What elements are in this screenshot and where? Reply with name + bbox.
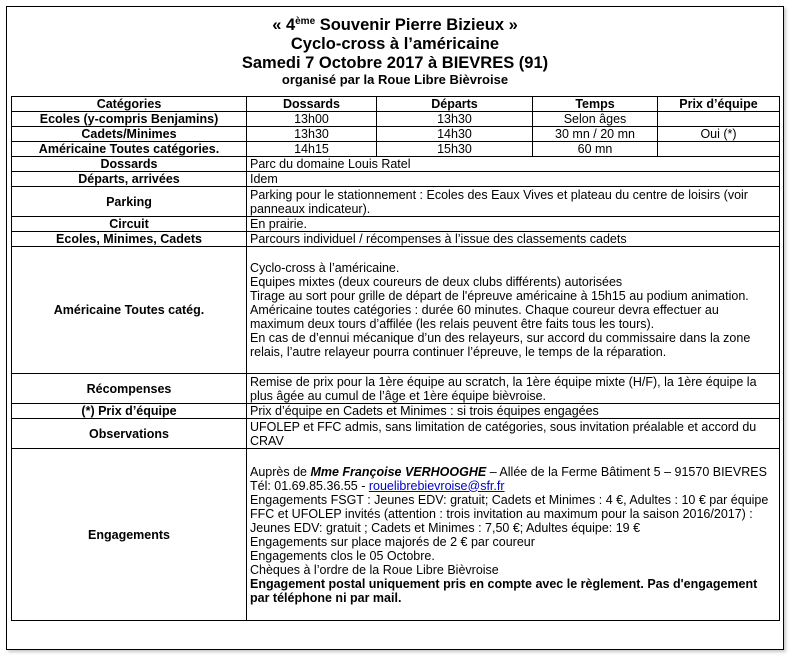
engagement-line: Engagements FSGT : Jeunes EDV: gratuit; Cadets et Minimes : 4 €, Adultes : 10 € par équipe xyxy=(250,492,769,507)
temps-cell: 60 mn xyxy=(533,142,658,157)
engagement-line: Engagements clos le 05 Octobre. xyxy=(250,548,435,563)
info-value: Parking pour le stationnement : Ecoles des Eaux Vives et plateau du centre de loisirs (voir panneaux indicateur). xyxy=(247,187,780,217)
engagement-line: Chèques à l’ordre de la Roue Libre Bièvroise xyxy=(250,562,499,577)
col-header: Catégories xyxy=(12,97,247,112)
schedule-row xyxy=(12,127,780,142)
info-label: Ecoles, Minimes, Cadets xyxy=(12,232,247,247)
info-value: UFOLEP et FFC admis, sans limitation de catégories, sous invitation préalable et accord du CRAV xyxy=(247,419,780,449)
info-value: En prairie. xyxy=(247,217,780,232)
category-cell: Ecoles (y-compris Benjamins) xyxy=(12,112,247,127)
temps-cell: Selon âges xyxy=(533,112,658,127)
departs-cell: 13h30 xyxy=(377,112,533,127)
col-header: Temps xyxy=(533,97,658,112)
rule-line: En cas de d’ennui mécanique d’un des relayeurs, sur accord du commissaire dans la zone relais, l’autre relayeur pourra continuer l’épreuve, le temps de la réparation. xyxy=(250,331,751,359)
info-table xyxy=(11,96,780,621)
info-row-dossards xyxy=(12,157,780,172)
info-label: Récompenses xyxy=(12,374,247,404)
info-row-americaine xyxy=(12,247,780,374)
info-label: Observations xyxy=(12,419,247,449)
rule-line: Américaine toutes catégories : durée 60 minutes. Chaque coureur devra effectuer au maximum deux tours d’affilée (les relais peuvent être faits tous les tours). xyxy=(250,303,719,331)
info-row-observations xyxy=(12,419,780,449)
event-organizer: organisé par la Roue Libre Bièvroise xyxy=(281,72,509,87)
rule-line: Tirage au sort pour grille de départ de l'épreuve américaine à 15h15 au podium animation. xyxy=(250,289,749,303)
info-value: Parcours individuel / récompenses à l’issue des classements cadets xyxy=(247,232,780,247)
info-value xyxy=(247,247,780,374)
schedule-row xyxy=(12,112,780,127)
event-subtitle: Cyclo-cross à l’américaine xyxy=(290,35,500,53)
info-value xyxy=(247,449,780,621)
category-cell: Cadets/Minimes xyxy=(12,127,247,142)
info-label: Départs, arrivées xyxy=(12,172,247,187)
info-label: Parking xyxy=(12,187,247,217)
schedule-header-row xyxy=(12,97,780,112)
info-row-engagements xyxy=(12,449,780,621)
info-value: Idem xyxy=(247,172,780,187)
col-header: Départs xyxy=(377,97,533,112)
prix-cell xyxy=(658,142,780,157)
flyer-page xyxy=(6,6,784,650)
dossards-cell: 14h15 xyxy=(247,142,377,157)
info-row-circuit xyxy=(12,217,780,232)
info-row-ecoles xyxy=(12,232,780,247)
info-row-prix xyxy=(12,404,780,419)
rule-line: Equipes mixtes (deux coureurs de deux clubs différents) autorisées xyxy=(250,275,623,289)
col-header: Dossards xyxy=(247,97,377,112)
info-label: Dossards xyxy=(12,157,247,172)
col-header: Prix d’équipe xyxy=(658,97,780,112)
info-label: (*) Prix d’équipe xyxy=(12,404,247,419)
departs-cell: 14h30 xyxy=(377,127,533,142)
info-label: Engagements xyxy=(12,449,247,621)
category-cell: Américaine Toutes catégories. xyxy=(12,142,247,157)
dossards-cell: 13h00 xyxy=(247,112,377,127)
engagement-warning: Engagement postal uniquement pris en compte avec le règlement. Pas d'engagement par téléphone ni par mail. xyxy=(250,576,758,605)
schedule-row xyxy=(12,142,780,157)
info-label: Circuit xyxy=(12,217,247,232)
info-value: Parc du domaine Louis Ratel xyxy=(247,157,780,172)
info-row-parking xyxy=(12,187,780,217)
info-row-recompenses xyxy=(12,374,780,404)
dossards-cell: 13h30 xyxy=(247,127,377,142)
info-row-departs xyxy=(12,172,780,187)
info-value: Remise de prix pour la 1ère équipe au scratch, la 1ère équipe mixte (H/F), la 1ère équipe la plus âgée au cumul de l’âge et 1ère équipe bièvroise. xyxy=(247,374,780,404)
temps-cell: 30 mn / 20 mn xyxy=(533,127,658,142)
engagement-line: FFC et UFOLEP invités (attention : trois invitation au maximum pour la saison 2016/2017) : Jeunes EDV: gratuit ; Cadets et Minimes : 7,50 €; Adultes équipe: 19 € xyxy=(250,506,753,535)
contact-block: Auprès de Mme Françoise VERHOOGHE – Allée de la Ferme Bâtiment 5 – 91570 BIEVRES Tél: 01.69.85.36.55 - rouelibrebievroise@sfr.fr xyxy=(250,464,767,493)
contact-email-link[interactable]: rouelibrebievroise@sfr.fr xyxy=(368,478,505,493)
engagement-line: Engagements sur place majorés de 2 € par coureur xyxy=(250,534,535,549)
info-label: Américaine Toutes catég. xyxy=(12,247,247,374)
prix-cell xyxy=(658,112,780,127)
departs-cell: 15h30 xyxy=(377,142,533,157)
event-title: « 4ème Souvenir Pierre Bizieux » xyxy=(272,16,518,34)
contact-name: Mme Françoise VERHOOGHE xyxy=(310,464,487,479)
prix-cell: Oui (*) xyxy=(658,127,780,142)
info-value: Prix d’équipe en Cadets et Minimes : si trois équipes engagées xyxy=(247,404,780,419)
event-date: Samedi 7 Octobre 2017 à BIEVRES (91) xyxy=(241,54,549,72)
rule-line: Cyclo-cross à l’américaine. xyxy=(250,261,400,275)
